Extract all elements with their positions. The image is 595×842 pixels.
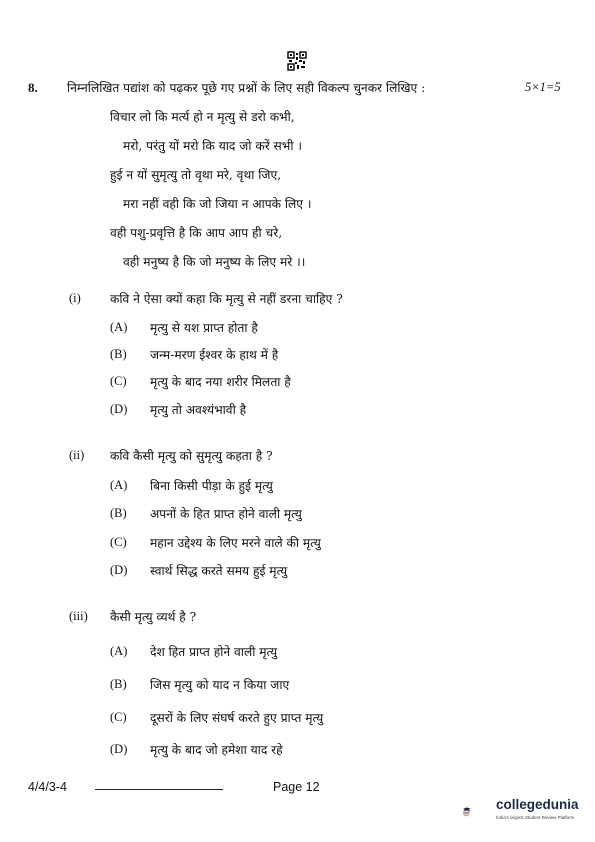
option-key: (C) (110, 535, 127, 549)
option-key: (D) (110, 742, 128, 756)
option-key: (A) (110, 320, 128, 334)
option-text: जन्म-मरण ईश्वर के हाथ में है (150, 348, 279, 362)
poem-line: मरो, परंतु यों मरो कि याद जो करें सभी । (123, 139, 303, 153)
option-text: बिना किसी पीड़ा के हुई मृत्यु (150, 479, 273, 493)
subquestion-text: कवि ने ऐसा क्यों कहा कि मृत्यु से नहीं डरना चाहिए ? (110, 292, 343, 306)
student-avatar-icon (462, 792, 496, 832)
brand-tagline: India's largest Student Review Platform (496, 815, 575, 820)
option-text: देश हित प्राप्त होने वाली मृत्यु (150, 645, 278, 659)
qr-code-icon (287, 51, 307, 71)
option-key: (D) (110, 402, 128, 416)
poem-line: मरा नहीं वही कि जो जिया न आपके लिए । (123, 197, 312, 211)
option-text: जिस मृत्यु को याद न किया जाए (150, 678, 290, 692)
subquestion-label: (i) (69, 291, 81, 305)
poem-line: वही पशु-प्रवृत्ति है कि आप आप ही चरे, (110, 226, 283, 240)
option-text: मृत्यु तो अवश्यंभावी है (150, 403, 247, 417)
option-key: (C) (110, 374, 127, 388)
paper-code: 4/4/3-4 (28, 780, 67, 794)
option-text: स्वार्थ सिद्ध करते समय हुई मृत्यु (150, 564, 288, 578)
question-marks: 5×1=5 (525, 80, 561, 94)
option-key: (D) (110, 563, 128, 577)
option-text: मृत्यु के बाद जो हमेशा याद रहे (150, 743, 283, 757)
brand-name: collegedunia (496, 797, 579, 812)
option-key: (B) (110, 506, 127, 520)
option-key: (C) (110, 710, 127, 724)
option-key: (B) (110, 677, 127, 691)
option-text: मृत्यु के बाद नया शरीर मिलता है (150, 375, 291, 389)
poem-line: हुई न यों सुमृत्यु तो वृथा मरे, वृथा जिए, (110, 168, 282, 182)
footer-divider (95, 789, 223, 790)
option-key: (A) (110, 478, 128, 492)
subquestion-text: कैसी मृत्यु व्यर्थ है ? (110, 610, 197, 624)
subquestion-label: (ii) (69, 448, 85, 462)
subquestion-label: (iii) (69, 609, 88, 623)
poem-line: विचार लो कि मर्त्य हो न मृत्यु से डरो कभी, (110, 110, 295, 124)
question-number: 8. (28, 80, 38, 95)
page-number: Page 12 (273, 780, 320, 794)
option-key: (A) (110, 644, 128, 658)
option-text: अपनों के हित प्राप्त होने वाली मृत्यु (150, 507, 302, 521)
poem-line: वही मनुष्य है कि जो मनुष्य के लिए मरे ।। (123, 255, 306, 269)
option-text: महान उद्देश्य के लिए मरने वाले की मृत्यु (150, 536, 321, 550)
option-text: दूसरों के लिए संघर्ष करते हुए प्राप्त मृत्यु (150, 711, 324, 725)
question-instruction: निम्नलिखित पद्यांश को पढ़कर पूछे गए प्रश्नों के लिए सही विकल्प चुनकर लिखिए : (67, 81, 426, 95)
option-text: मृत्यु से यश प्राप्त होता है (150, 321, 258, 335)
option-key: (B) (110, 347, 127, 361)
subquestion-text: कवि कैसी मृत्यु को सुमृत्यु कहता है ? (110, 449, 273, 463)
